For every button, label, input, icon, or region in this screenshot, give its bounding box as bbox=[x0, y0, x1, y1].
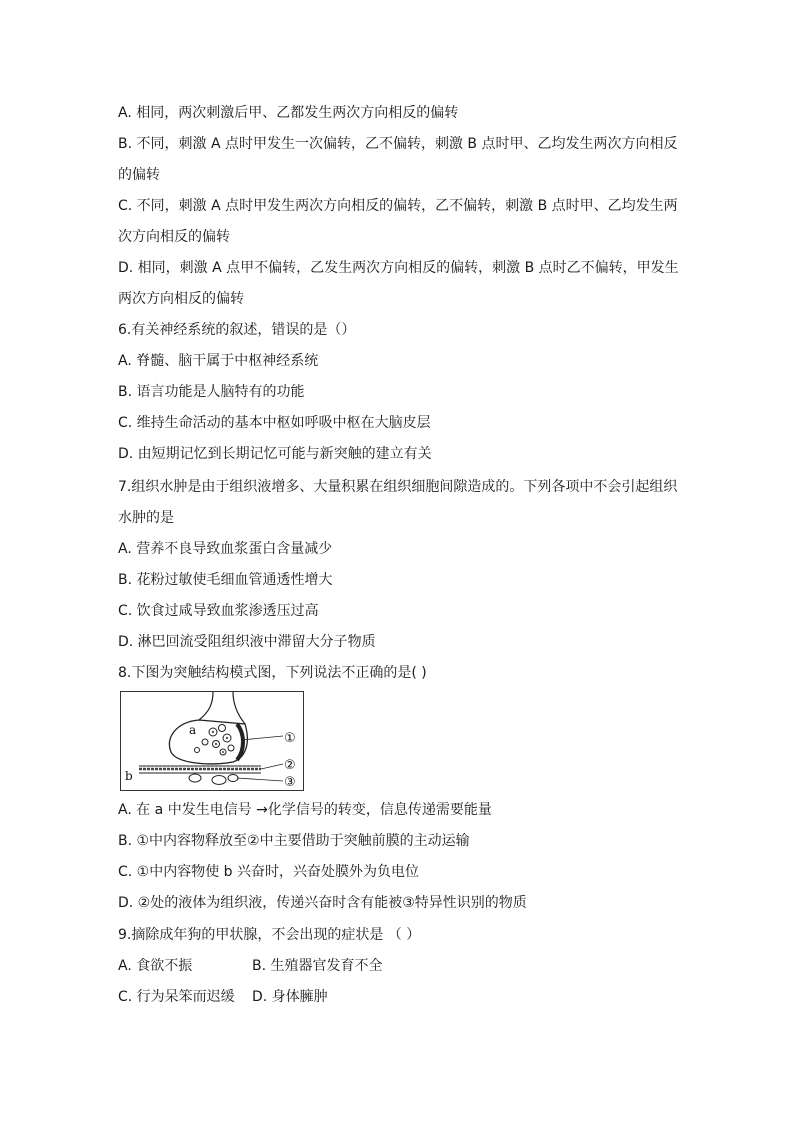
q5-option-b-cont: 的偏转 bbox=[118, 167, 160, 183]
q9-option-d: D. 身体臃肿 bbox=[252, 989, 328, 1005]
label-a: a bbox=[189, 723, 197, 737]
q7-stem: 7.组织水肿是由于组织液增多、大量积累在组织细胞间隙造成的。下列各项中不会引起组织 bbox=[118, 479, 678, 495]
label-mark-1: ① bbox=[284, 731, 296, 746]
q8-stem: 8.下图为突触结构模式图，下列说法不正确的是( ) bbox=[118, 665, 427, 681]
label-mark-2: ② bbox=[284, 758, 296, 773]
q8-option-b: B. ①中内容物释放至②中主要借助于突触前膜的主动运输 bbox=[118, 833, 470, 849]
q9-stem: 9.摘除成年狗的甲状腺，不会出现的症状是 （ ） bbox=[118, 927, 421, 943]
q6-option-c: C. 维持生命活动的基本中枢如呼吸中枢在大脑皮层 bbox=[118, 415, 431, 431]
q9-option-c: C. 行为呆笨而迟缓 bbox=[118, 989, 235, 1005]
q5-option-d: D. 相同，刺激 A 点甲不偏转，乙发生两次方向相反的偏转，刺激 B 点时乙不偏转，甲发生 bbox=[118, 260, 679, 276]
q7-option-b: B. 花粉过敏使毛细血管通透性增大 bbox=[118, 572, 333, 588]
q8-option-a: A. 在 a 中发生电信号 →化学信号的转变，信息传递需要能量 bbox=[118, 802, 492, 818]
q7-option-a: A. 营养不良导致血浆蛋白含量减少 bbox=[118, 541, 333, 557]
q5-option-c-cont: 次方向相反的偏转 bbox=[118, 229, 230, 245]
synapse-diagram-svg bbox=[121, 692, 303, 790]
q6-option-a: A. 脊髓、脑干属于中枢神经系统 bbox=[118, 353, 319, 369]
q7-option-c: C. 饮食过咸导致血浆渗透压过高 bbox=[118, 603, 319, 619]
q5-option-d-cont: 两次方向相反的偏转 bbox=[118, 291, 244, 307]
synapse-diagram bbox=[120, 691, 304, 791]
q5-option-b: B. 不同，刺激 A 点时甲发生一次偏转，乙不偏转，刺激 B 点时甲、乙均发生两次方向相反 bbox=[118, 136, 678, 152]
label-b: b bbox=[125, 769, 133, 783]
q6-stem: 6.有关神经系统的叙述，错误的是（） bbox=[118, 322, 356, 338]
q6-option-b: B. 语言功能是人脑特有的功能 bbox=[118, 384, 305, 400]
q8-option-c: C. ①中内容物使 b 兴奋时，兴奋处膜外为负电位 bbox=[118, 864, 420, 880]
q6-option-d: D. 由短期记忆到长期记忆可能与新突触的建立有关 bbox=[118, 446, 432, 462]
q7-stem-cont: 水肿的是 bbox=[118, 510, 174, 526]
q9-option-a: A. 食欲不振 bbox=[118, 958, 193, 974]
label-mark-3: ③ bbox=[284, 775, 296, 790]
q5-option-c: C. 不同，刺激 A 点时甲发生两次方向相反的偏转，乙不偏转，刺激 B 点时甲、乙均发生两 bbox=[118, 198, 678, 214]
q7-option-d: D. 淋巴回流受阻组织液中滞留大分子物质 bbox=[118, 634, 376, 650]
q5-option-a: A. 相同，两次刺激后甲、乙都发生两次方向相反的偏转 bbox=[118, 105, 459, 121]
q8-option-d: D. ②处的液体为组织液，传递兴奋时含有能被③特异性识别的物质 bbox=[118, 895, 527, 911]
q9-option-b: B. 生殖器官发育不全 bbox=[252, 958, 383, 974]
